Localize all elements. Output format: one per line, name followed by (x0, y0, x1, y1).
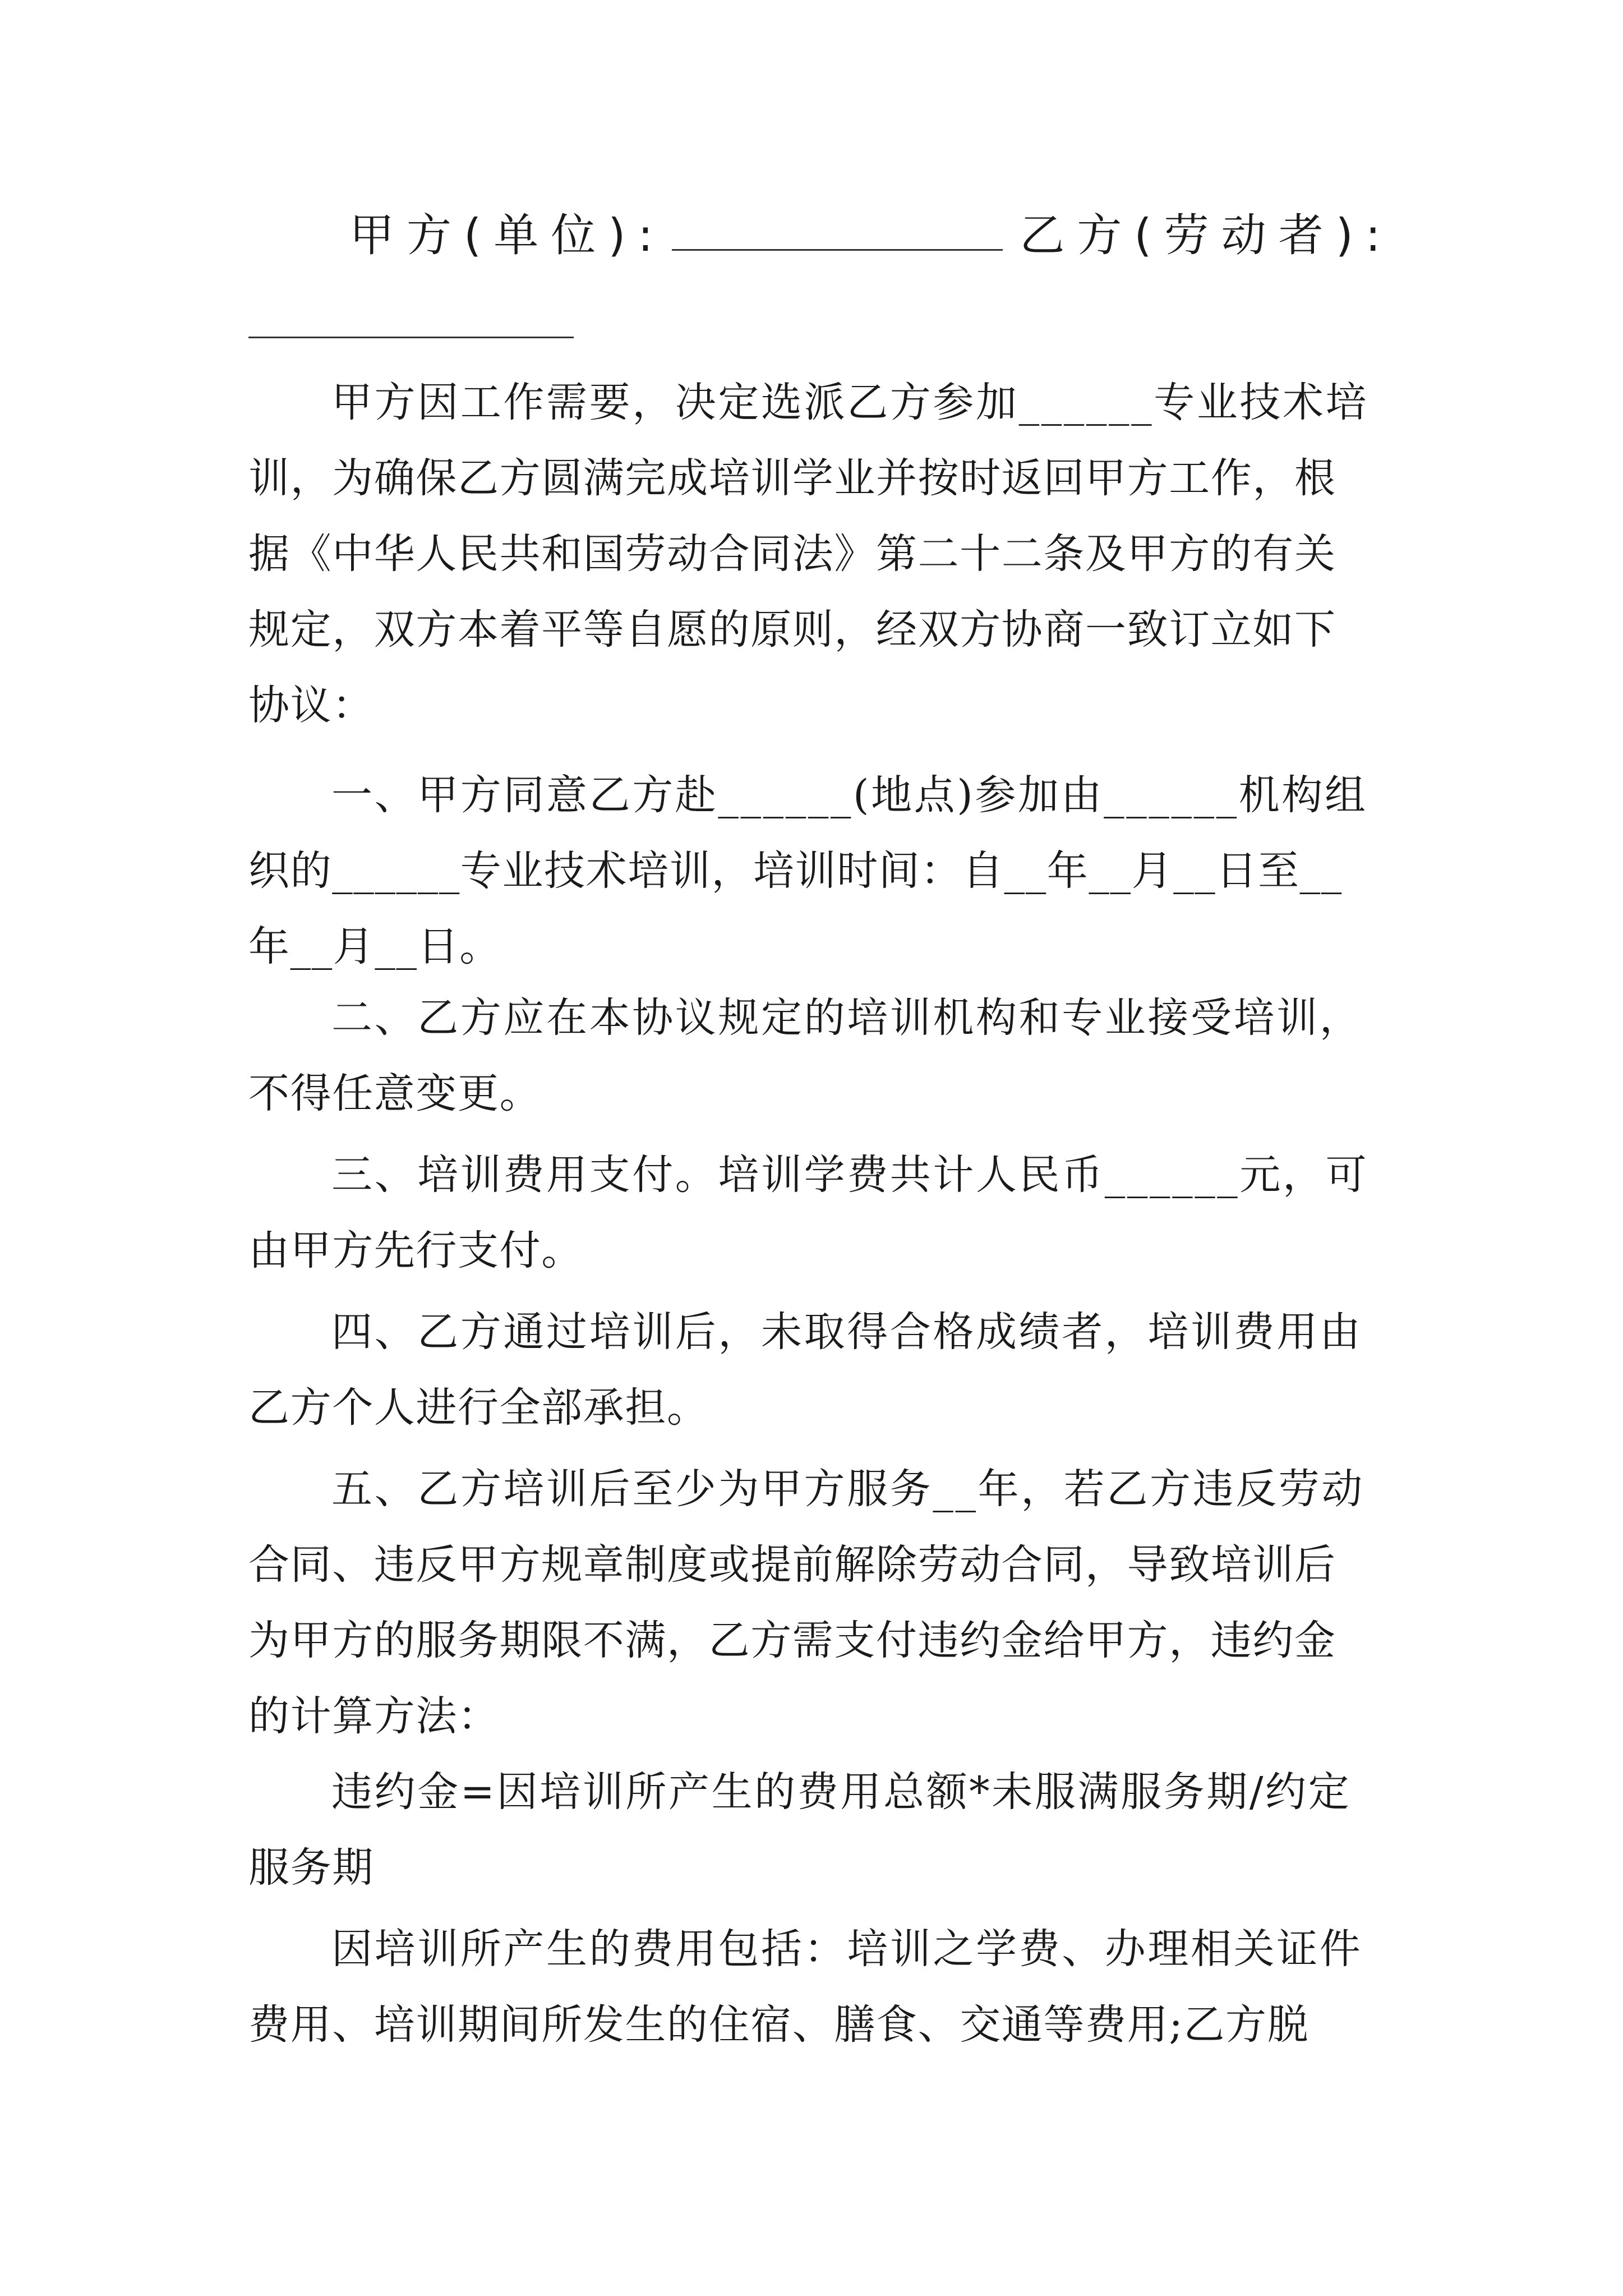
paragraph-line: 三、培训费用支付。培训学费共计人民币______元，可 (331, 1151, 1369, 1199)
paragraph-line: 不得任意变更。 (248, 1070, 542, 1117)
party-a-blank[interactable] (672, 246, 1003, 251)
party-b-label: 乙方(劳动者): (1020, 209, 1393, 261)
paragraph-line: 由甲方先行支付。 (248, 1227, 583, 1274)
paragraph (248, 1294, 1370, 1446)
paragraph-line: 协议： (248, 682, 374, 729)
paragraph-line: 服务期 (248, 1844, 374, 1892)
paragraph (248, 1451, 1370, 1754)
paragraph (248, 1754, 1370, 1906)
paragraph-line: 违约金=因培训所产生的费用总额*未服满服务期/约定 (331, 1768, 1352, 1816)
paragraph-line: 甲方因工作需要，决定选派乙方参加______专业技术培 (331, 379, 1369, 426)
paragraph-line: 乙方个人进行全部承担。 (248, 1384, 709, 1432)
paragraph-line: 为甲方的服务期限不满，乙方需支付违约金给甲方，违约金 (248, 1617, 1336, 1664)
paragraph-line: 一、甲方同意乙方赴______(地点)参加由______机构组 (331, 771, 1368, 819)
paragraph (248, 757, 1370, 984)
party-b-blank[interactable] (248, 337, 574, 338)
paragraph-line: 据《中华人民共和国劳动合同法》第二十二条及甲方的有关 (248, 530, 1336, 578)
paragraph-line: 规定，双方本着平等自愿的原则，经双方协商一致订立如下 (248, 606, 1336, 654)
paragraph-line: 织的______专业技术培训，培训时间：自__年__月__日至__ (248, 847, 1343, 895)
paragraph (248, 1137, 1370, 1289)
party-a-label: 甲方(单位): (349, 209, 666, 261)
paragraph-line: 合同、违反甲方规章制度或提前解除劳动合同，导致培训后 (248, 1541, 1336, 1589)
paragraph (248, 1911, 1370, 2063)
paragraph-line: 四、乙方通过培训后，未取得合格成绩者，培训费用由 (331, 1308, 1363, 1356)
paragraph-line: 五、乙方培训后至少为甲方服务__年，若乙方违反劳动 (331, 1465, 1364, 1513)
paragraph-line: 年__月__日。 (248, 923, 501, 970)
paragraph-line: 二、乙方应在本协议规定的培训机构和专业接受培训， (331, 994, 1363, 1042)
paragraph-line: 费用、培训期间所发生的住宿、膳食、交通等费用;乙方脱 (248, 2001, 1310, 2049)
parties-line (349, 208, 1415, 264)
paragraph (248, 980, 1370, 1131)
paragraph-line: 的计算方法： (248, 1692, 500, 1740)
paragraph-line: 训，为确保乙方圆满完成培训学业并按时返回甲方工作，根 (248, 454, 1336, 502)
paragraph (248, 365, 1370, 743)
paragraph-line: 因培训所产生的费用包括：培训之学费、办理相关证件 (331, 1925, 1363, 1973)
